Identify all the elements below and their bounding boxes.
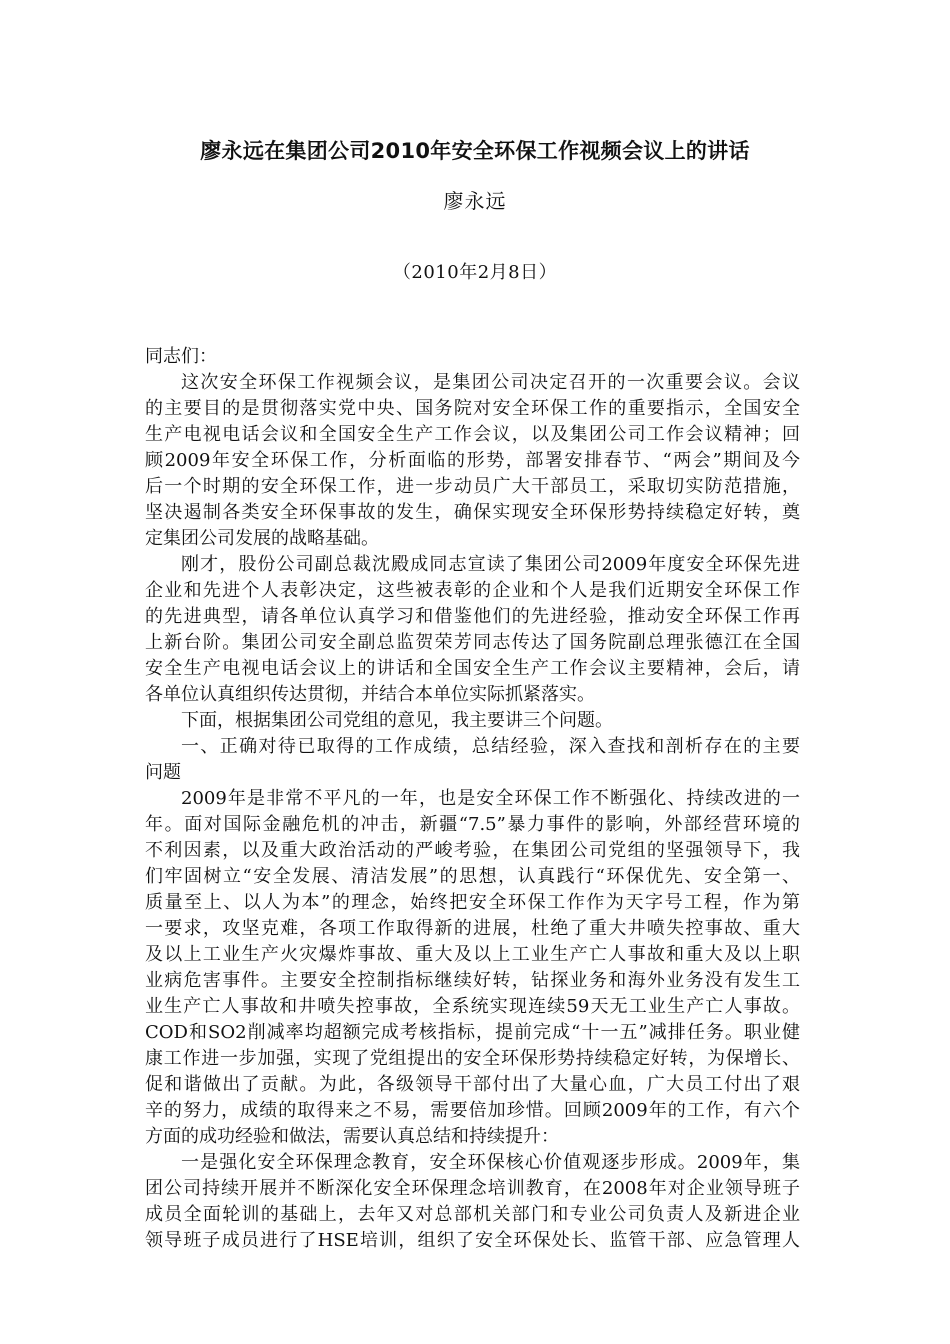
body-line: 促和谐做出了贡献。为此，各级领导干部付出了大量心血，广大员工付出了艰 xyxy=(145,1074,800,1095)
body-line: 的先进典型，请各单位认真学习和借鉴他们的先进经验，推动安全环保工作再 xyxy=(145,606,800,627)
body-line: 各单位认真组织传达贯彻，并结合本单位实际抓紧落实。 xyxy=(145,684,595,705)
body-line: 坚决遏制各类安全环保事故的发生，确保实现安全环保形势持续稳定好转，奠 xyxy=(145,502,800,523)
body-line: 成员全面轮训的基础上，去年又对总部机关部门和专业公司负责人及新进企业 xyxy=(145,1204,800,1225)
body-line: 安全生产电视电话会议上的讲话和全国安全生产工作会议主要精神，会后，请 xyxy=(145,658,800,679)
body-line: 一要求，攻坚克难，各项工作取得新的进展，杜绝了重大井喷失控事故、重大 xyxy=(145,918,800,939)
body-line: 生产电视电话会议和全国安全生产工作会议，以及集团公司工作会议精神；回 xyxy=(145,424,800,445)
body-line: 刚才，股份公司副总裁沈殿成同志宣读了集团公司2009年度安全环保先进 xyxy=(181,554,800,575)
body-line: 团公司持续开展并不断深化安全环保理念培训教育，在2008年对企业领导班子 xyxy=(145,1178,800,1199)
body-line: 一、正确对待已取得的工作成绩，总结经验，深入查找和剖析存在的主要 xyxy=(181,736,800,757)
body-line: 的主要目的是贯彻落实党中央、国务院对安全环保工作的重要指示，全国安全 xyxy=(145,398,800,419)
body-line: 定集团公司发展的战略基础。 xyxy=(145,528,379,549)
body-line: 方面的成功经验和做法，需要认真总结和持续提升： xyxy=(145,1126,559,1147)
body-line: 后一个时期的安全环保工作，进一步动员广大干部员工，采取切实防范措施， xyxy=(145,476,800,497)
body-line: 下面，根据集团公司党组的意见，我主要讲三个问题。 xyxy=(181,710,613,731)
body-line: 顾2009年安全环保工作，分析面临的形势，部署安排春节、“两会”期间及今 xyxy=(145,450,800,471)
body-line: 不利因素，以及重大政治活动的严峻考验，在集团公司党组的坚强领导下，我 xyxy=(145,840,800,861)
body-line: 业病危害事件。主要安全控制指标继续好转，钻探业务和海外业务没有发生工 xyxy=(145,970,800,991)
body-line: 业生产亡人事故和井喷失控事故，全系统实现连续59天无工业生产亡人事故。 xyxy=(145,996,800,1017)
document-title: 廖永远在集团公司2010年安全环保工作视频会议上的讲话 xyxy=(200,139,750,163)
body-line: 上新台阶。集团公司安全副总监贺荣芳同志传达了国务院副总理张德江在全国 xyxy=(145,632,800,653)
body-line: 同志们： xyxy=(145,346,217,367)
body-line: 质量至上、以人为本”的理念，始终把安全环保工作作为天字号工程，作为第 xyxy=(145,892,800,913)
body-line: 问题 xyxy=(145,762,181,783)
document-author: 廖永远 xyxy=(443,189,507,213)
document-body xyxy=(145,344,800,1254)
body-line: 康工作进一步加强，实现了党组提出的安全环保形势持续稳定好转，为保增长、 xyxy=(145,1048,800,1069)
body-line: 这次安全环保工作视频会议，是集团公司决定召开的一次重要会议。会议 xyxy=(181,372,800,393)
body-line: COD和SO2削减率均超额完成考核指标，提前完成“十一五”减排任务。职业健 xyxy=(145,1022,800,1043)
body-line: 们牢固树立“安全发展、清洁发展”的思想，认真践行“环保优先、安全第一、 xyxy=(145,866,800,887)
document-date: （2010年2月8日） xyxy=(392,262,558,283)
body-line: 辛的努力，成绩的取得来之不易，需要倍加珍惜。回顾2009年的工作，有六个 xyxy=(145,1100,800,1121)
body-line: 2009年是非常不平凡的一年，也是安全环保工作不断强化、持续改进的一 xyxy=(181,788,800,809)
body-line: 一是强化安全环保理念教育，安全环保核心价值观逐步形成。2009年，集 xyxy=(181,1152,800,1173)
body-line: 企业和先进个人表彰决定，这些被表彰的企业和个人是我们近期安全环保工作 xyxy=(145,580,800,601)
body-line: 及以上工业生产火灾爆炸事故、重大及以上工业生产亡人事故和重大及以上职 xyxy=(145,944,800,965)
body-line: 领导班子成员进行了HSE培训，组织了安全环保处长、监管干部、应急管理人 xyxy=(145,1230,800,1251)
body-line: 年。面对国际金融危机的冲击，新疆“7.5”暴力事件的影响，外部经营环境的 xyxy=(145,814,800,835)
